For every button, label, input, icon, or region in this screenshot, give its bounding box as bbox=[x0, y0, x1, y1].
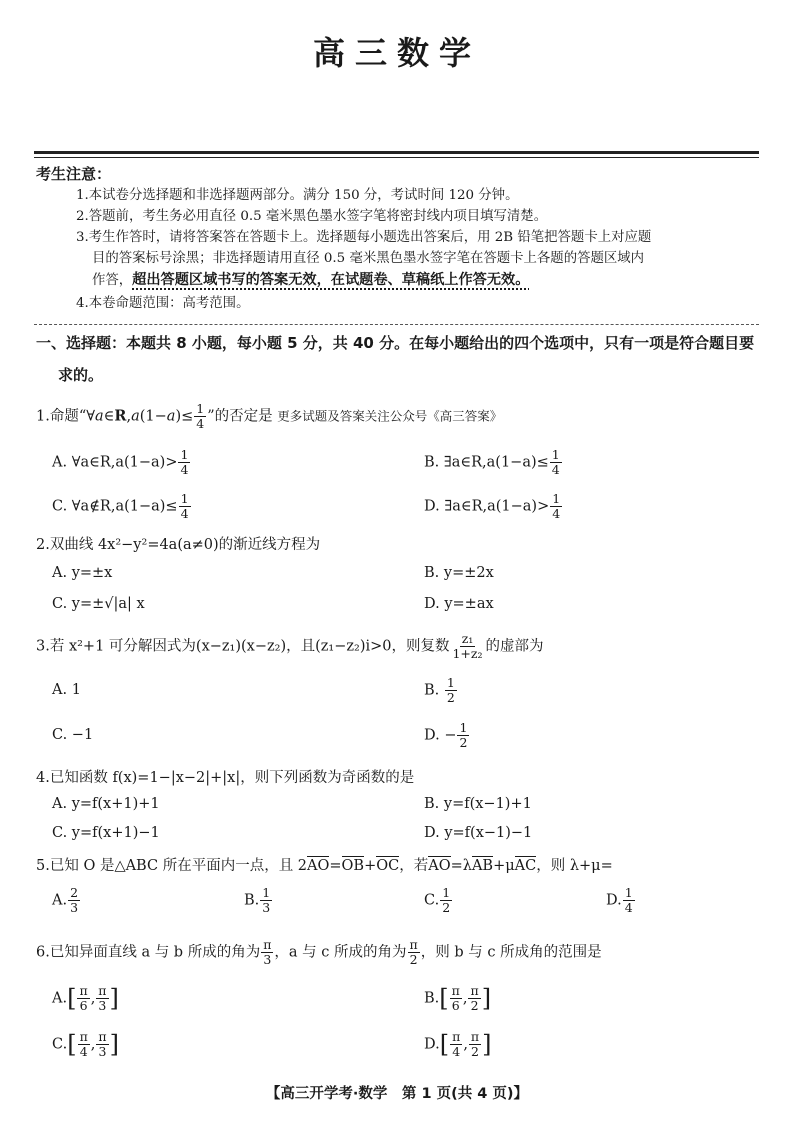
q3-option-b[interactable] bbox=[424, 676, 458, 705]
notice-item-3-line-2: 目的答案标号涂黑；非选择题请用直径 0.5 毫米黑色墨水签字笔在答题卡上各题的答题区域内 bbox=[92, 251, 645, 266]
q1-var-3: a bbox=[166, 408, 176, 425]
q6-stem-fraction-1 bbox=[261, 938, 273, 967]
q3-option-d[interactable] bbox=[424, 721, 470, 750]
q2-option-d[interactable]: D. y=±ax bbox=[424, 596, 494, 612]
q1-number: 1. bbox=[36, 408, 50, 425]
q5-d-den: 4 bbox=[624, 900, 633, 915]
q6-c-left-num: π bbox=[79, 1029, 88, 1044]
q5-d-num: 1 bbox=[624, 885, 633, 900]
q1-option-d-text: D. ∃a∈R,a(1−a)> bbox=[424, 498, 550, 515]
q1-stem-part-b: ∈ bbox=[103, 408, 115, 425]
q6-stem bbox=[36, 938, 602, 967]
q6-c-left-den: 4 bbox=[79, 1044, 88, 1059]
q5-equals: = bbox=[329, 858, 342, 874]
q6-d-right-num: π bbox=[470, 1029, 480, 1044]
q6-d-right-den: 2 bbox=[471, 1044, 479, 1059]
q5-b-den: 3 bbox=[262, 900, 271, 915]
q4-option-b[interactable]: B. y=f(x−1)+1 bbox=[424, 796, 532, 812]
q3-option-b-label: B. bbox=[424, 682, 440, 699]
q5-d-label: D. bbox=[606, 892, 622, 909]
q2-option-a[interactable]: A. y=±x bbox=[52, 565, 113, 581]
q5-stem bbox=[36, 854, 613, 875]
q2-stem: 2.双曲线 4x²−y²=4a(a≠0)的渐近线方程为 bbox=[36, 537, 321, 553]
q6-b-label: B. bbox=[424, 990, 440, 1007]
q6-b-left-den: 6 bbox=[451, 998, 460, 1013]
q5-a-den: 3 bbox=[70, 900, 79, 915]
q5-vector-ao-2: AO bbox=[428, 858, 451, 874]
q1-stem-frac-den: 4 bbox=[196, 416, 205, 431]
q6-stem-part-b: ，a 与 c 所成的角为 bbox=[274, 944, 407, 961]
q5-a-label: A. bbox=[52, 892, 68, 909]
q3-option-d-label: D. − bbox=[424, 727, 457, 744]
notice-item-3-emphasis: 超出答题区域书写的答案无效，在试题卷、草稿纸上作答无效。 bbox=[132, 272, 530, 288]
q6-a-label: A. bbox=[52, 990, 68, 1007]
q1-stem-part-f: ”的否定是 bbox=[207, 408, 273, 425]
q6-d-left bbox=[450, 1030, 462, 1059]
q6-c-left bbox=[78, 1030, 90, 1059]
q5-plus-mu: +μ bbox=[493, 858, 515, 874]
q1-stem-part-c: R bbox=[114, 407, 127, 425]
q5-stem-part-a: 5.已知 O 是△ABC 所在平面内一点，且 2 bbox=[36, 858, 308, 874]
q5-b-num: 1 bbox=[262, 885, 271, 900]
q5-vector-ob: OB bbox=[341, 858, 365, 874]
page-title: 高三数学 bbox=[312, 34, 481, 72]
q5-b-fraction bbox=[260, 886, 272, 915]
q5-c-den: 2 bbox=[442, 900, 451, 915]
q1-var-1: a bbox=[95, 408, 104, 425]
q6-c-right bbox=[96, 1030, 108, 1059]
q5-c-fraction bbox=[440, 886, 452, 915]
q3-stem-part-b: 的虚部为 bbox=[485, 638, 544, 655]
q3-b-num: 1 bbox=[446, 675, 455, 690]
q5-equals-lambda: =λ bbox=[450, 858, 472, 874]
q1-stem-part-e: )≤ bbox=[175, 408, 194, 425]
q6-option-c[interactable]: C.[ $\frac{\pi}{4}$ , $\frac{\pi}{3}$ ] bbox=[52, 1029, 119, 1059]
q3-b-den: 2 bbox=[446, 690, 455, 705]
q6-b-left bbox=[450, 984, 462, 1013]
notice-item-3-line-1: 3.考生作答时，请将答案答在答题卡上。选择题每小题选出答案后，用 2B 铅笔把答题卡上对应题 bbox=[76, 230, 652, 245]
section-heading-line-2: 求的。 bbox=[58, 366, 104, 384]
q5-vector-oc: OC bbox=[376, 858, 400, 874]
q1-c-frac-den: 4 bbox=[180, 506, 189, 521]
q1-stem-frac-num: 1 bbox=[196, 401, 205, 416]
q1-option-a-fraction bbox=[178, 448, 190, 477]
q6-d-right bbox=[469, 1030, 481, 1059]
q3-option-d-fraction bbox=[457, 721, 469, 750]
q6-stem-part-a: 6.已知异面直线 a 与 b 所成的角为 bbox=[36, 944, 261, 961]
q1-stem-part-d: (1− bbox=[139, 408, 167, 425]
q5-option-b[interactable] bbox=[244, 886, 273, 915]
q6-option-b[interactable]: B.[ $\frac{\pi}{6}$ , $\frac{\pi}{2}$ ] bbox=[424, 983, 492, 1013]
q5-a-fraction bbox=[68, 886, 80, 915]
q6-d-left-num: π bbox=[452, 1029, 461, 1044]
q5-c-num: 1 bbox=[442, 885, 451, 900]
q5-d-fraction bbox=[623, 886, 635, 915]
q6-b-right-den: 2 bbox=[470, 998, 479, 1013]
q4-stem: 4.已知函数 f(x)=1−|x−2|+|x|，则下列函数为奇函数的是 bbox=[36, 770, 415, 786]
q6-c-right-den: 3 bbox=[98, 1044, 107, 1059]
q6-c-label: C. bbox=[52, 1036, 68, 1053]
q5-a-num: 2 bbox=[70, 885, 79, 900]
q1-watermark: 更多试题及答案关注公众号《高三答案》 bbox=[277, 408, 503, 424]
q1-c-frac-num: 1 bbox=[180, 491, 189, 506]
notice-item-2: 2.答题前，考生务必用直径 0.5 毫米黑色墨水签字笔将密封线内项目填写清楚。 bbox=[76, 209, 548, 224]
q6-b-right-num: π bbox=[470, 983, 479, 998]
q6-f1-num: π bbox=[263, 937, 272, 952]
header-rule-thin bbox=[34, 157, 759, 158]
q6-c-right-num: π bbox=[98, 1029, 107, 1044]
q5-stem-mid: ，若 bbox=[399, 858, 429, 874]
q4-option-c[interactable]: C. y=f(x+1)−1 bbox=[52, 825, 160, 841]
q6-option-a[interactable]: A.[ $\frac{\pi}{6}$ , $\frac{\pi}{3}$ ] bbox=[52, 983, 119, 1013]
q3-stem-part-a: 3.若 x²+1 可分解因式为(x−z₁)(x−z₂)，且(z₁−z₂)i>0，则复数 bbox=[36, 638, 450, 655]
q6-a-left-den: 6 bbox=[79, 998, 88, 1013]
q3-option-a[interactable]: A. 1 bbox=[52, 682, 81, 698]
q3-stem-fraction bbox=[450, 632, 484, 661]
q1-option-b[interactable] bbox=[424, 448, 563, 477]
q3-frac-den: 1+z₂ bbox=[452, 646, 483, 661]
q1-option-c[interactable] bbox=[52, 492, 192, 521]
notice-item-3-line-3 bbox=[92, 270, 776, 291]
q1-var-2: a bbox=[131, 408, 140, 425]
q1-option-a[interactable] bbox=[52, 448, 191, 477]
q6-a-left-num: π bbox=[79, 983, 88, 998]
notice-item-1: 1.本试卷分选择题和非选择题两部分。满分 150 分，考试时间 120 分钟。 bbox=[76, 188, 519, 203]
page-footer: 【高三开学考·数学 第 1 页(共 4 页)】 bbox=[265, 1086, 529, 1102]
q1-a-frac-den: 4 bbox=[180, 462, 189, 477]
q1-option-d[interactable] bbox=[424, 492, 563, 521]
notice-item-3-prefix: 作答， bbox=[92, 273, 133, 288]
q1-option-b-text: B. ∃a∈R,a(1−a)≤ bbox=[424, 454, 549, 471]
q6-stem-part-c: ，则 b 与 c 所成角的范围是 bbox=[420, 944, 602, 961]
notice-divider bbox=[34, 324, 759, 325]
q5-vector-ao-1: AO bbox=[307, 858, 330, 874]
q4-option-a[interactable]: A. y=f(x+1)+1 bbox=[52, 796, 160, 812]
q5-b-label: B. bbox=[244, 892, 260, 909]
q5-c-label: C. bbox=[424, 892, 440, 909]
q2-option-c[interactable]: C. y=±√|a| x bbox=[52, 596, 145, 612]
q5-plus: + bbox=[364, 858, 377, 874]
notice-heading: 考生注意： bbox=[36, 165, 112, 183]
q1-d-frac-den: 4 bbox=[552, 506, 561, 521]
q1-d-frac-num: 1 bbox=[552, 491, 561, 506]
q6-b-right bbox=[468, 984, 480, 1013]
header-rule-thick bbox=[34, 151, 759, 154]
q3-option-b-fraction bbox=[445, 676, 457, 705]
q5-option-d[interactable] bbox=[606, 886, 636, 915]
q2-option-b[interactable]: B. y=±2x bbox=[424, 565, 494, 581]
q6-d-left-den: 4 bbox=[452, 1044, 461, 1059]
q1-b-frac-den: 4 bbox=[551, 462, 560, 477]
q1-option-d-fraction bbox=[550, 492, 562, 521]
q6-b-left-num: π bbox=[451, 983, 460, 998]
q5-option-a[interactable] bbox=[52, 886, 81, 915]
q1-stem-fraction bbox=[194, 402, 206, 431]
q5-stem-tail: ，则 λ+μ= bbox=[536, 858, 613, 874]
q1-option-b-fraction bbox=[550, 448, 562, 477]
section-heading-line-1: 一、选择题：本题共 8 小题，每小题 5 分，共 40 分。在每小题给出的四个选项中，只有一项是符合题目要 bbox=[36, 334, 755, 352]
q6-a-right bbox=[96, 984, 108, 1013]
q1-stem-part-a: 命题“∀ bbox=[49, 408, 96, 425]
q5-option-c[interactable] bbox=[424, 886, 453, 915]
q5-vector-ab: AB bbox=[471, 858, 494, 874]
q1-a-frac-num: 1 bbox=[180, 447, 189, 462]
q6-f2-den: 2 bbox=[409, 952, 418, 967]
q6-a-left bbox=[77, 984, 89, 1013]
q1-stem: 1.命题“∀a∈R,a(1−a)≤ $\frac{1}{4}$ ”的否定是 更多试题及答案关注公众号《高三答案》 bbox=[36, 401, 503, 431]
q1-b-frac-num: 1 bbox=[551, 447, 560, 462]
q1-option-c-text: C. ∀a∉R,a(1−a)≤ bbox=[52, 498, 178, 515]
q6-f2-num: π bbox=[409, 937, 418, 952]
q6-a-right-num: π bbox=[98, 983, 107, 998]
q3-frac-num: z₁ bbox=[461, 631, 474, 646]
q3-stem bbox=[36, 632, 544, 661]
q3-d-num: 1 bbox=[459, 720, 468, 735]
q1-option-c-fraction bbox=[179, 492, 191, 521]
q6-option-d[interactable]: D.[ $\frac{\pi}{4}$ , $\frac{\pi}{2}$ ] bbox=[424, 1029, 492, 1059]
q5-vector-ac: AC bbox=[514, 858, 537, 874]
q6-d-label: D. bbox=[424, 1036, 440, 1053]
notice-item-4: 4.本卷命题范围：高考范围。 bbox=[76, 296, 250, 311]
q4-option-d[interactable]: D. y=f(x−1)−1 bbox=[424, 825, 533, 841]
q3-option-c[interactable]: C. −1 bbox=[52, 727, 94, 743]
q6-stem-fraction-2 bbox=[408, 938, 420, 967]
q6-a-right-den: 3 bbox=[98, 998, 107, 1013]
q1-option-a-text: A. ∀a∈R,a(1−a)> bbox=[52, 454, 178, 471]
q6-f1-den: 3 bbox=[263, 952, 272, 967]
q3-d-den: 2 bbox=[459, 735, 468, 750]
